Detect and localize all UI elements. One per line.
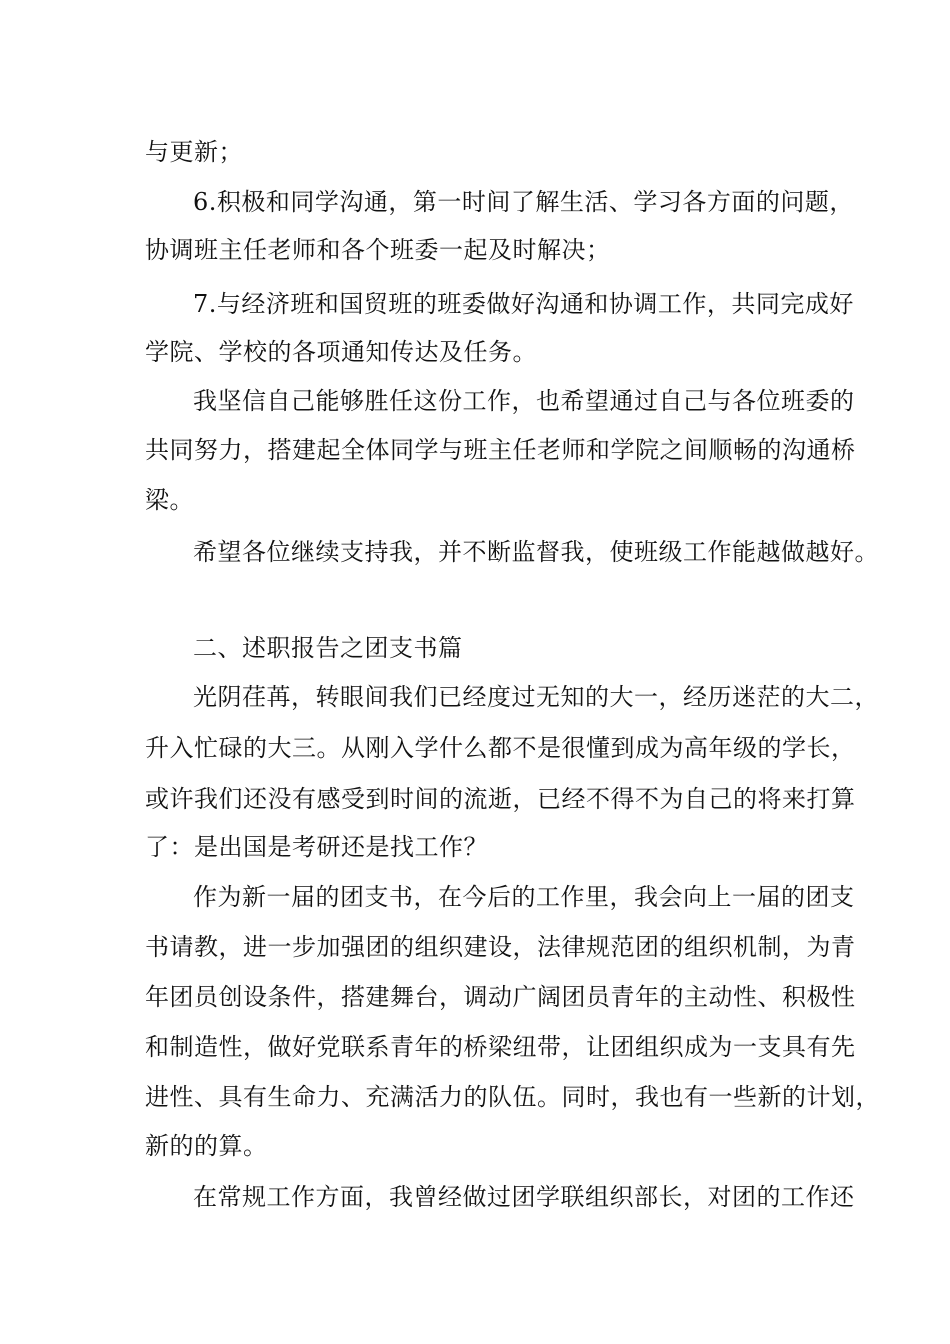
section-heading: 二、述职报告之团支书篇 <box>193 634 463 662</box>
paragraph-line: 升入忙碌的大三。从刚入学什么都不是很懂到成为高年级的学长， <box>145 734 856 762</box>
paragraph-line: 光阴荏苒，转眼间我们已经度过无知的大一，经历迷茫的大二， <box>193 683 879 711</box>
paragraph-line: 共同努力，搭建起全体同学与班主任老师和学院之间顺畅的沟通桥 <box>145 436 856 464</box>
paragraph-line: 我坚信自己能够胜任这份工作，也希望通过自己与各位班委的 <box>193 387 855 415</box>
paragraph-line: 书请教，进一步加强团的组织建设，法律规范团的组织机制，为青 <box>145 933 856 961</box>
paragraph-line: 与更新； <box>145 138 243 166</box>
paragraph-line: 作为新一届的团支书，在今后的工作里，我会向上一届的团支 <box>193 883 855 911</box>
paragraph-line: 在常规工作方面，我曾经做过团学联组织部长，对团的工作还 <box>193 1183 855 1211</box>
paragraph-line: 6.积极和同学沟通，第一时间了解生活、学习各方面的问题， <box>193 188 854 216</box>
paragraph-line: 希望各位继续支持我，并不断监督我，使班级工作能越做越好。 <box>193 538 879 566</box>
paragraph-line: 进性、具有生命力、充满活力的队伍。同时，我也有一些新的计划， <box>145 1083 880 1111</box>
paragraph-line: 协调班主任老师和各个班委一起及时解决； <box>145 236 611 264</box>
paragraph-line: 了：是出国是考研还是找工作？ <box>145 833 488 861</box>
paragraph-line: 新的的算。 <box>145 1132 268 1160</box>
paragraph-line: 梁。 <box>145 486 194 514</box>
paragraph-line: 年团员创设条件，搭建舞台，调动广阔团员青年的主动性、积极性 <box>145 983 856 1011</box>
paragraph-line: 和制造性，做好党联系青年的桥梁纽带，让团组织成为一支具有先 <box>145 1033 856 1061</box>
paragraph-line: 或许我们还没有感受到时间的流逝，已经不得不为自己的将来打算 <box>145 785 856 813</box>
paragraph-line: 7.与经济班和国贸班的班委做好沟通和协调工作，共同完成好 <box>193 290 854 318</box>
paragraph-line: 学院、学校的各项通知传达及任务。 <box>145 338 537 366</box>
